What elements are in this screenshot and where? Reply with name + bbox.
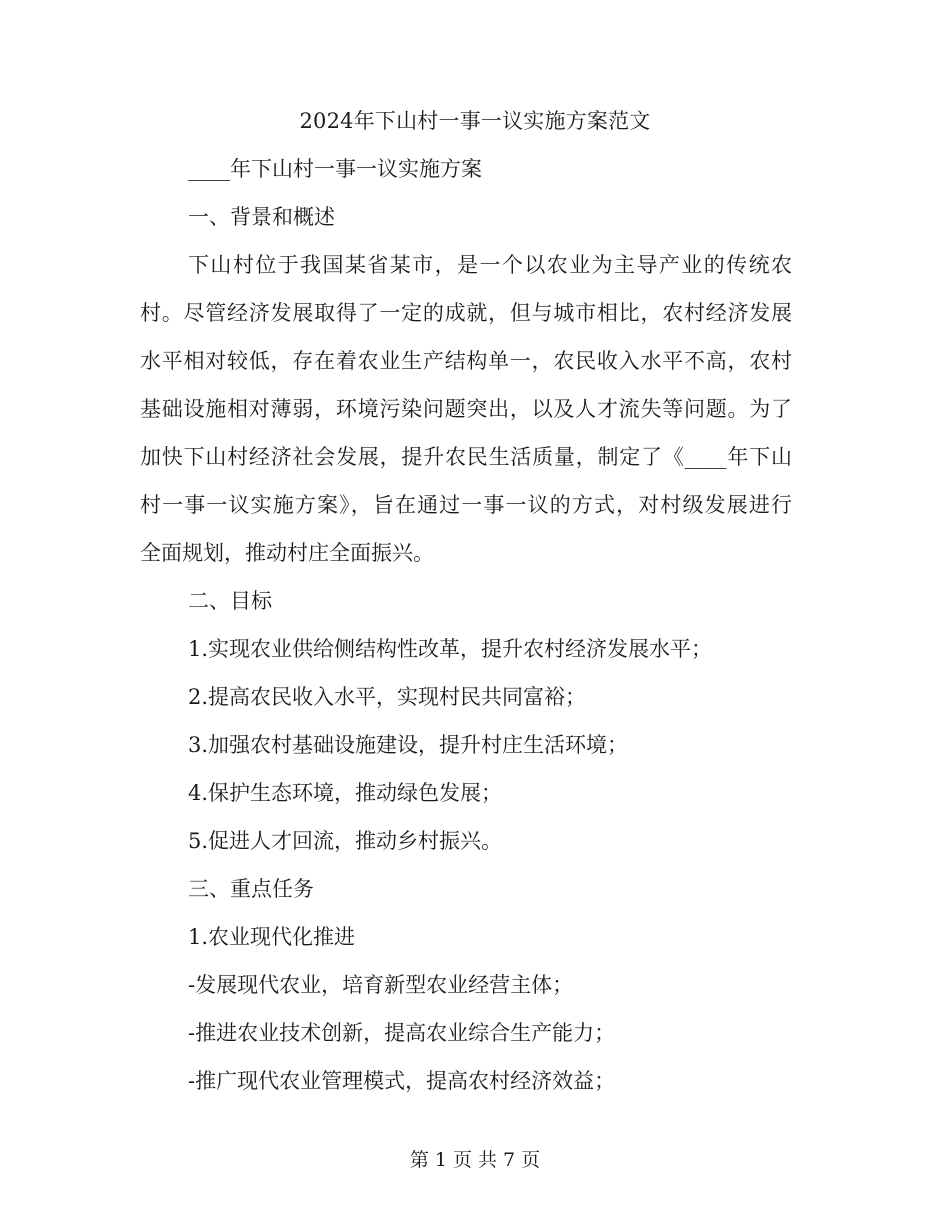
task-item: -推进农业技术创新，提高农业综合生产能力； (188, 1021, 616, 1045)
paragraph-line: 加快下山村经济社会发展，提升农民生活质量，制定了《____年下山 (140, 445, 792, 469)
document-title: 2024年下山村一事一议实施方案范文 (299, 109, 651, 133)
section-heading-background: 一、背景和概述 (188, 205, 335, 229)
task-subheading: 1.农业现代化推进 (188, 925, 356, 949)
paragraph-line: 全面规划，推动村庄全面振兴。 (140, 541, 434, 565)
goal-item: 2.提高农民收入水平，实现村民共同富裕； (188, 685, 587, 709)
paragraph-line: 村一事一议实施方案》，旨在通过一事一议的方式，对村级发展进行 (140, 493, 792, 517)
paragraph-line: 村。尽管经济发展取得了一定的成就，但与城市相比，农村经济发展 (140, 301, 792, 325)
section-heading-goals: 二、目标 (188, 589, 272, 613)
task-item: -推广现代农业管理模式，提高农村经济效益； (188, 1069, 616, 1093)
document-subtitle: ____年下山村一事一议实施方案 (188, 157, 482, 181)
goal-item: 4.保护生态环境，推动绿色发展； (188, 781, 503, 805)
section-heading-key-tasks: 三、重点任务 (188, 877, 314, 901)
goal-item: 1.实现农业供给侧结构性改革，提升农村经济发展水平； (188, 637, 713, 661)
paragraph-line: 水平相对较低，存在着农业生产结构单一，农民收入水平不高，农村 (140, 349, 792, 373)
goal-item: 3.加强农村基础设施建设，提升村庄生活环境； (188, 733, 629, 757)
paragraph-line: 基础设施相对薄弱，环境污染问题突出，以及人才流失等问题。为了 (140, 397, 792, 421)
paragraph-line: 下山村位于我国某省某市，是一个以农业为主导产业的传统农 (188, 253, 792, 277)
page-number-footer: 第 1 页 共 7 页 (409, 1149, 541, 1171)
task-item: -发展现代农业，培育新型农业经营主体； (188, 973, 574, 997)
goal-item: 5.促进人才回流，推动乡村振兴。 (188, 829, 503, 853)
